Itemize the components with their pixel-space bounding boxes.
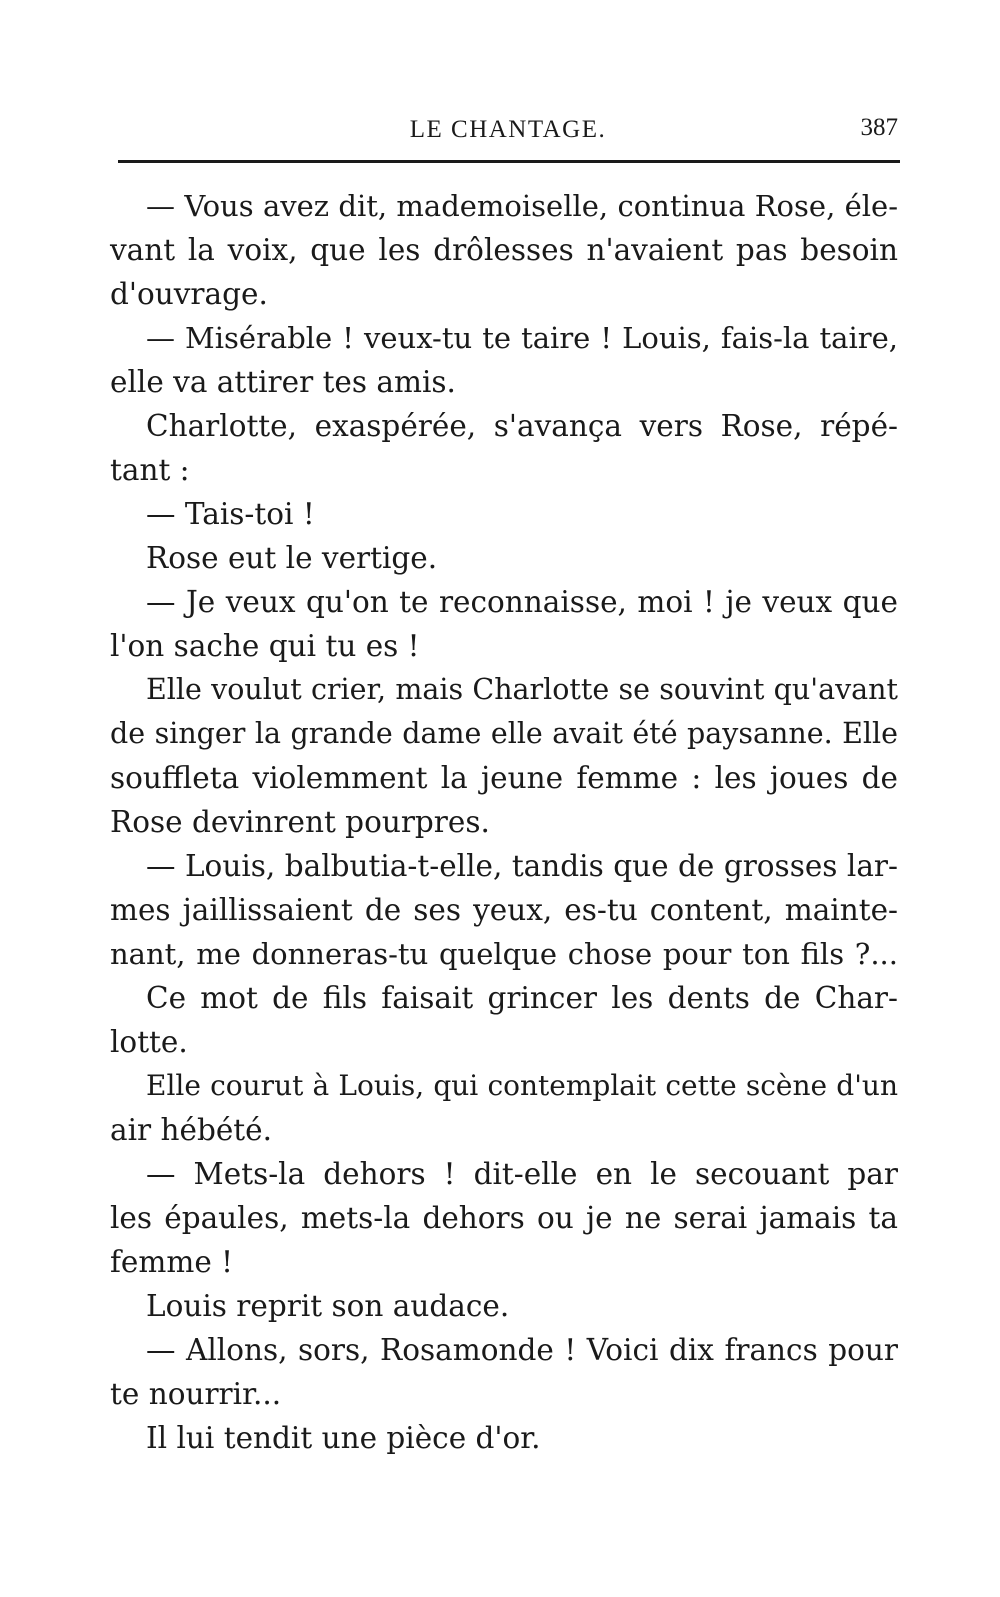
text-line: — Je veux qu'on te reconnaisse, moi ! je veux que	[146, 585, 898, 619]
text-line: Rose eut le vertige.	[146, 541, 438, 575]
text-line: lotte.	[110, 1025, 188, 1059]
text-line: air hébété.	[110, 1113, 272, 1147]
text-line: d'ouvrage.	[110, 277, 268, 311]
text-line: — Louis, balbutia-t-elle, tandis que de grosses lar-	[146, 849, 898, 883]
text-line: de singer la grande dame elle avait été paysanne. Elle	[110, 717, 898, 750]
text-line: Elle voulut crier, mais Charlotte se souvint qu'avant	[146, 673, 898, 706]
header-rule	[118, 160, 900, 163]
text-line: te nourrir...	[110, 1377, 282, 1411]
text-line: Ce mot de fils faisait grincer les dents de Char-	[146, 981, 898, 1015]
text-line: — Tais-toi !	[146, 497, 315, 531]
text-line: mes jaillissaient de ses yeux, es-tu content, mainte-	[110, 893, 898, 927]
text-line: femme !	[110, 1245, 234, 1279]
text-line: — Allons, sors, Rosamonde ! Voici dix francs pour	[146, 1333, 898, 1367]
text-line: Elle courut à Louis, qui contemplait cette scène d'un	[146, 1069, 898, 1102]
text-line: — Mets-la dehors ! dit-elle en le secouant par	[146, 1157, 898, 1191]
text-line: tant :	[110, 453, 190, 487]
text-line: — Vous avez dit, mademoiselle, continua Rose, éle-	[146, 189, 898, 223]
text-line: Il lui tendit une pièce d'or.	[146, 1421, 541, 1455]
text-line: Rose devinrent pourpres.	[110, 805, 490, 839]
running-head	[118, 112, 898, 152]
text-line: Louis reprit son audace.	[146, 1289, 510, 1323]
text-line: souffleta violemment la jeune femme : les joues de	[110, 761, 898, 795]
text-line: l'on sache qui tu es !	[110, 629, 420, 663]
text-line: vant la voix, que les drôlesses n'avaient pas besoin	[110, 233, 898, 267]
text-line: nant, me donneras-tu quelque chose pour ton fils ?...	[110, 937, 898, 971]
text-line: les épaules, mets-la dehors ou je ne serai jamais ta	[110, 1201, 898, 1235]
text-line: Charlotte, exaspérée, s'avança vers Rose, répé-	[146, 409, 898, 443]
body-text	[110, 184, 898, 1460]
running-title: LE CHANTAGE.	[409, 116, 607, 143]
text-line: elle va attirer tes amis.	[110, 365, 456, 399]
page-number: 387	[860, 114, 898, 141]
text-line: — Misérable ! veux-tu te taire ! Louis, fais-la taire,	[146, 321, 898, 355]
